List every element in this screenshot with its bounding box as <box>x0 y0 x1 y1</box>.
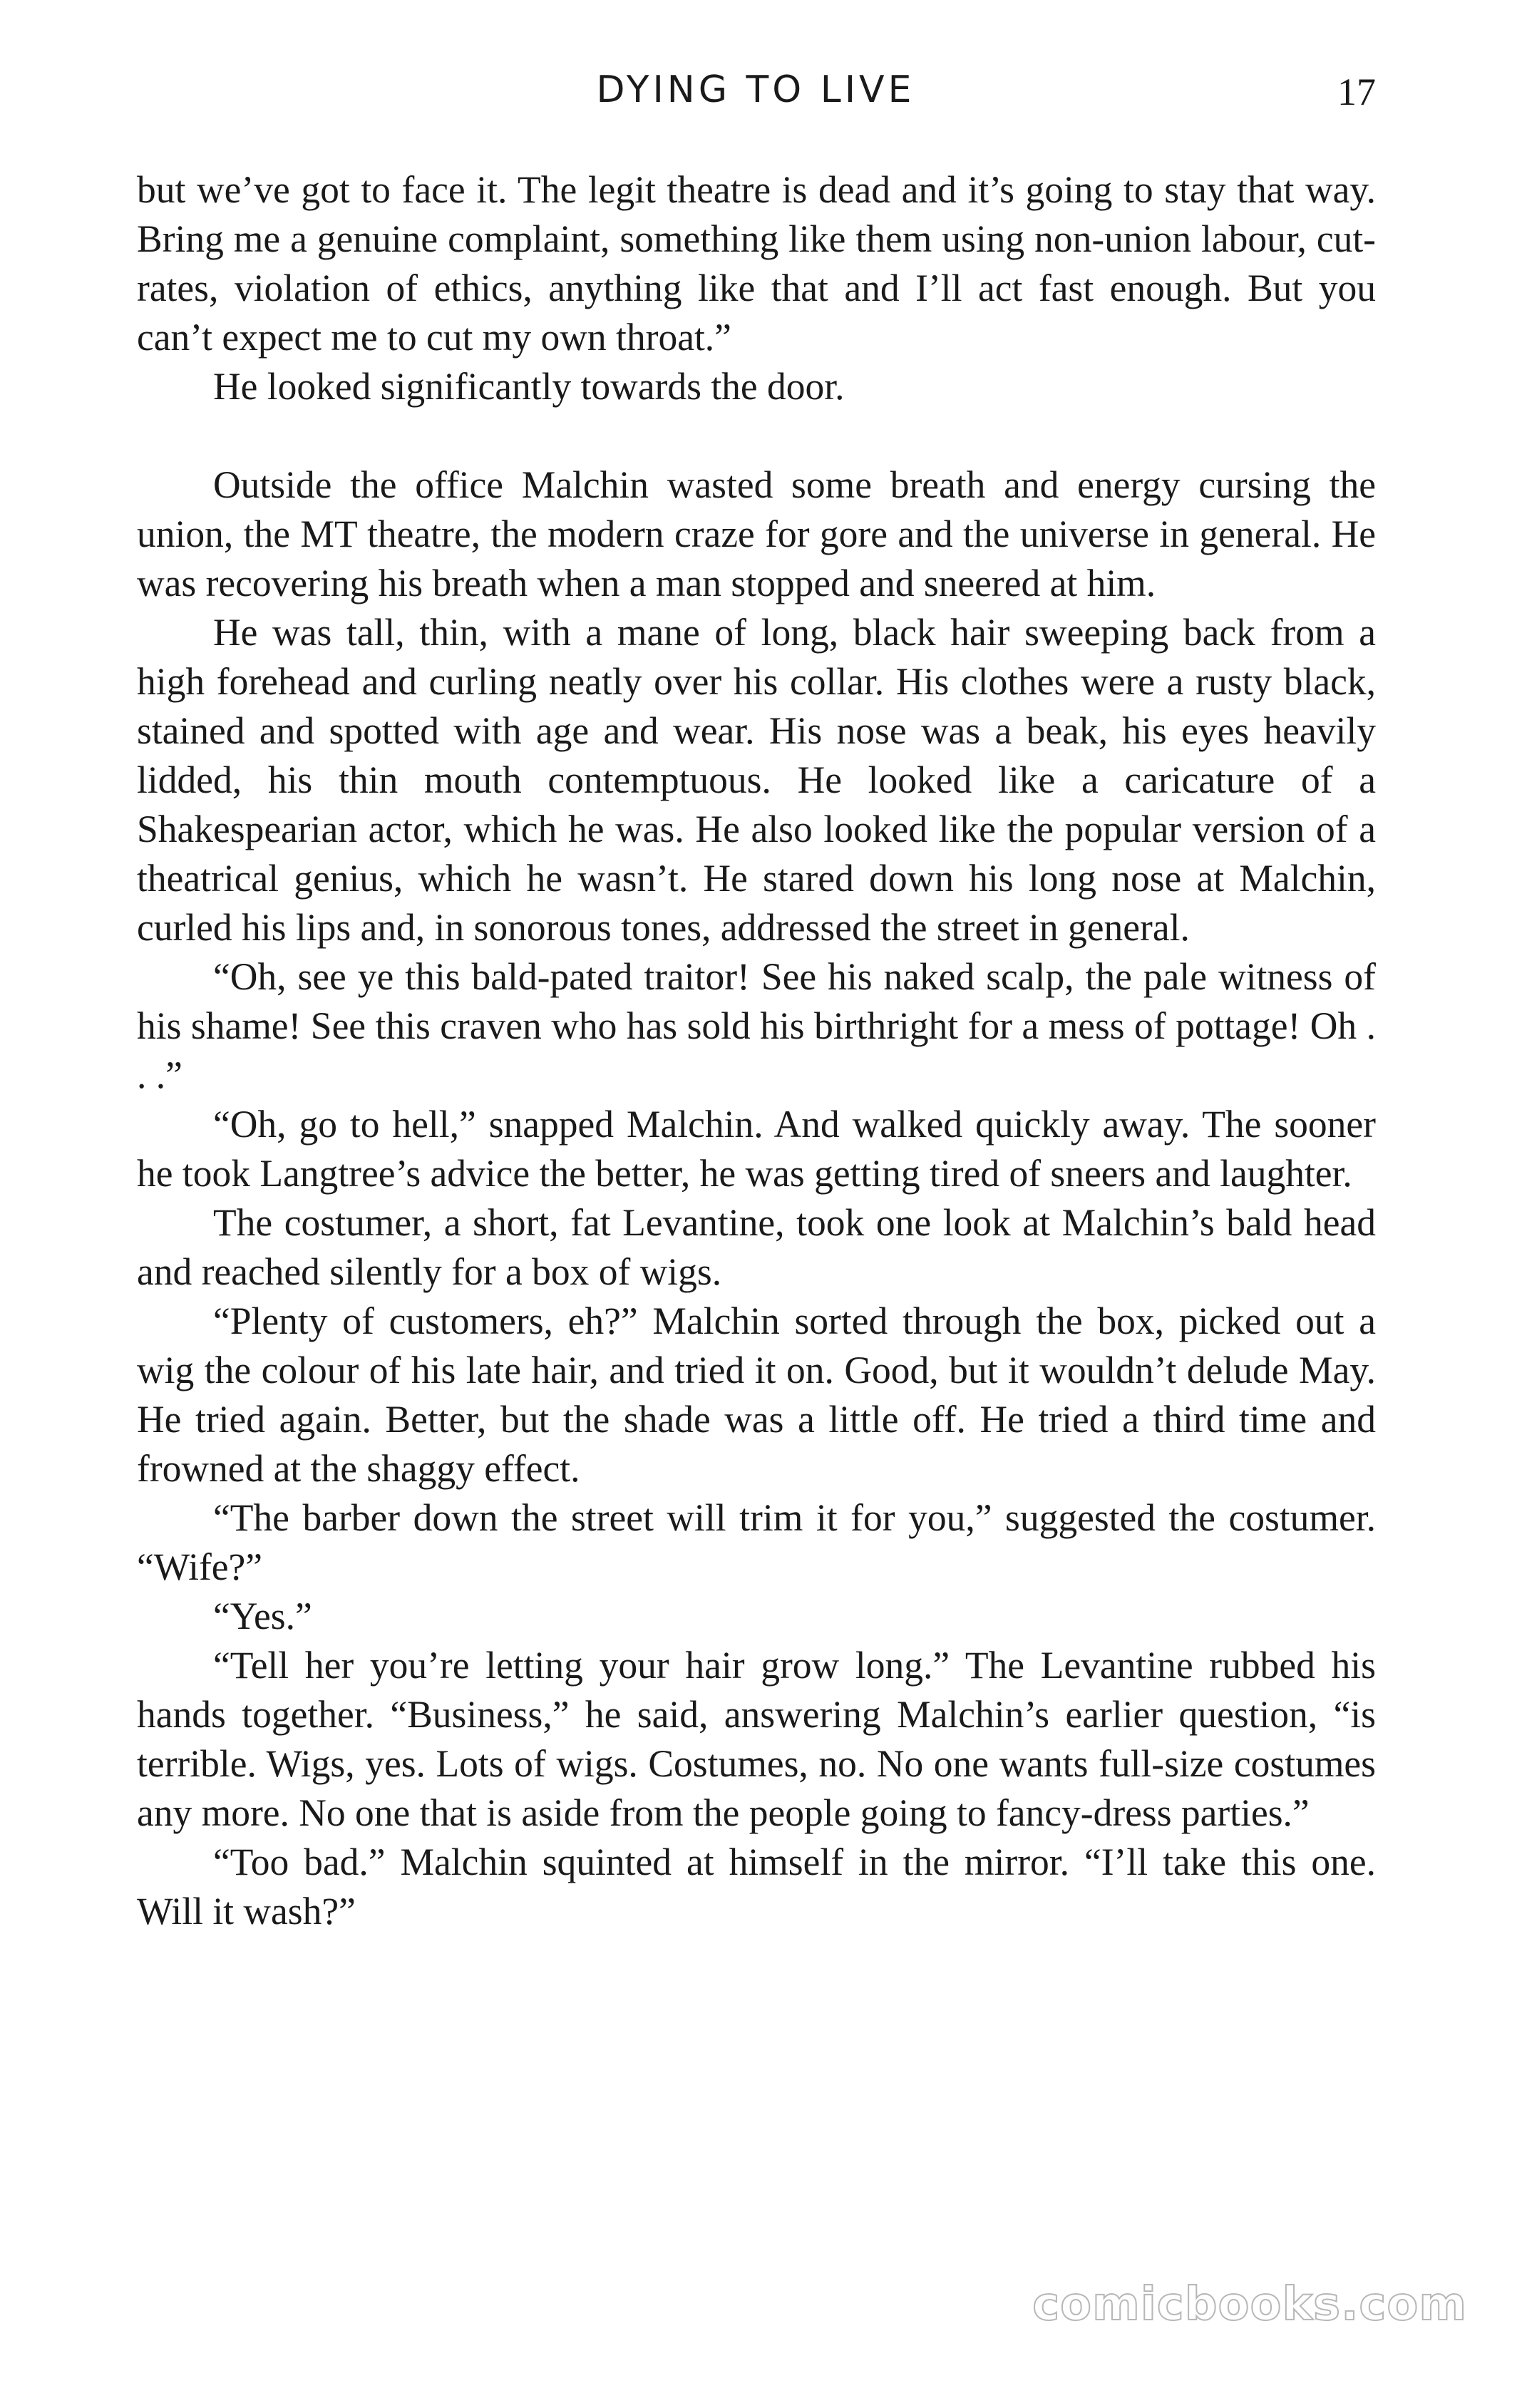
paragraph: “Tell her you’re letting your hair grow long.” The Levantine rubbed his hands together. “Business,” he said, answering Malchin’s earlier question, “is terrible. Wigs, yes. Lots of wigs. Costumes, no. No one wants full-size costumes any more. No one that is aside from the people going to fancy-dress parties.” <box>137 1644 1376 1834</box>
paragraph: “Yes.” <box>213 1595 312 1637</box>
paragraph-continued: but we’ve got to face it. The legit theatre is dead and it’s going to stay that way. Bring me a genuine complaint, something like them using non-union labour, cut-rates, violation of ethics, anything like that and I’ll act fast enough. But you can’t expect me to cut my own throat.” <box>137 168 1376 359</box>
body-text <box>137 165 1376 1936</box>
paragraph-section-start: Outside the office Malchin wasted some breath and energy cursing the union, the MT theatre, the modern craze for gore and the universe in general. He was recovering his breath when a man stopped and sneered at him. <box>137 463 1376 604</box>
paragraph: The costumer, a short, fat Levantine, took one look at Malchin’s bald head and reached silently for a box of wigs. <box>137 1201 1376 1293</box>
page-header <box>135 68 1376 125</box>
paragraph: “Plenty of customers, eh?” Malchin sorted through the box, picked out a wig the colour of his late hair, and tried it on. Good, but it wouldn’t delude May. He tried again. Better, but the shade was a little off. He tried a third time and frowned at the shaggy effect. <box>137 1300 1376 1490</box>
paragraph: “Oh, go to hell,” snapped Malchin. And walked quickly away. The sooner he took Langtree’s advice the better, he was getting tired of sneers and laughter. <box>137 1103 1376 1195</box>
paragraph: He was tall, thin, with a mane of long, black hair sweeping back from a high forehead and curling neatly over his collar. His clothes were a rusty black, stained and spotted with age and wear. His nose was a beak, his eyes heavily lidded, his thin mouth contemptuous. He looked like a caricature of a Shakespearian actor, which he was. He also looked like the popular version of a theatrical genius, which he wasn’t. He stared down his long nose at Malchin, curled his lips and, in sonorous tones, addressed the street in general. <box>137 611 1376 949</box>
paragraph: “The barber down the street will trim it for you,” suggested the costumer. “Wife?” <box>137 1496 1376 1588</box>
paragraph: “Too bad.” Malchin squinted at himself in the mirror. “I’ll take this one. Will it wash?” <box>137 1841 1376 1933</box>
page-number: 17 <box>1337 71 1376 113</box>
watermark: comicbooks.com <box>1032 2278 1467 2331</box>
paragraph: He looked significantly towards the door. <box>213 365 845 408</box>
running-title: DYING TO LIVE <box>596 68 915 111</box>
paragraph: “Oh, see ye this bald-pated traitor! See his naked scalp, the pale witness of his shame! See this craven who has sold his birthright for a mess of pottage! Oh . . .” <box>137 955 1376 1096</box>
